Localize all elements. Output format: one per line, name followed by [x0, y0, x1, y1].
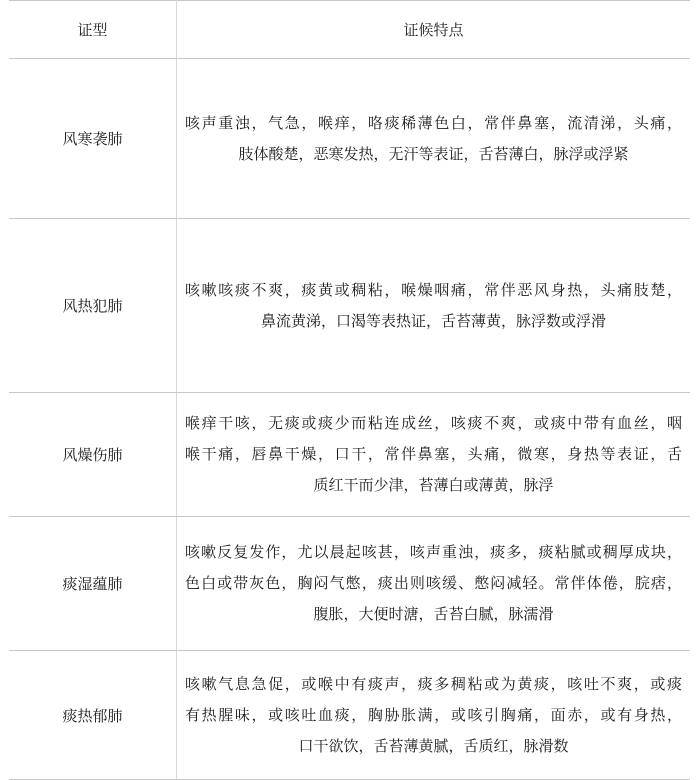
syndrome-features-cell: [177, 219, 691, 393]
table-row: [9, 219, 690, 393]
feature-line: 质红干而少津，苔薄白或薄黄，脉浮: [313, 476, 554, 494]
feature-line: 喉痒干咳，无痰或痰少而粘连成丝，咳痰不爽，或痰中带有血丝，咽: [185, 414, 682, 432]
table-row: [9, 393, 690, 517]
feature-line: 喉干痛，唇鼻干燥，口干，常伴鼻塞，头痛，微寒，身热等表证，舌: [185, 445, 682, 463]
feature-line: 鼻流黄涕，口渴等表热证，舌苔薄黄，脉浮数或浮滑: [260, 311, 606, 330]
table-row: [9, 59, 690, 219]
table-row: [9, 651, 690, 780]
feature-line: 有热腥味，或咳吐血痰，胸胁胀满，或咳引胸痛，面赤，或有身热，: [185, 705, 682, 724]
header-syndrome-type: 证型: [9, 1, 177, 59]
syndrome-type-cell: 风燥伤肺: [9, 393, 177, 517]
syndrome-features-cell: [177, 651, 691, 780]
syndrome-type-cell: 痰热郁肺: [9, 651, 177, 780]
feature-line: 口干欲饮，舌苔薄黄腻，舌质红，脉滑数: [298, 736, 569, 755]
syndrome-features-cell: [177, 393, 691, 517]
syndrome-features-cell: [177, 517, 691, 651]
syndrome-type-cell: 痰湿蕴肺: [9, 517, 177, 651]
feature-line: 色白或带灰色，胸闷气憋，痰出则咳缓、憋闷减轻。常伴体倦，脘痞，: [185, 574, 682, 592]
syndrome-features-cell: [177, 59, 691, 219]
table-row: [9, 517, 690, 651]
syndrome-table: [9, 0, 690, 780]
feature-line: 咳声重浊，气急，喉痒，咯痰稀薄色白，常伴鼻塞，流清涕，头痛，: [185, 113, 682, 132]
syndrome-type-cell: 风寒袭肺: [9, 59, 177, 219]
syndrome-type-cell: 风热犯肺: [9, 219, 177, 393]
feature-line: 腹胀，大便时溏，舌苔白腻，脉濡滑: [313, 605, 554, 623]
feature-line: 咳嗽反复发作，尤以晨起咳甚，咳声重浊，痰多，痰粘腻或稠厚成块，: [185, 543, 682, 561]
feature-line: 咳嗽咳痰不爽，痰黄或稠粘，喉燥咽痛，常伴恶风身热，头痛肢楚，: [185, 280, 682, 299]
header-syndrome-features: 证候特点: [177, 1, 691, 59]
table-header-row: [9, 1, 690, 59]
feature-line: 咳嗽气息急促，或喉中有痰声，痰多稠粘或为黄痰，咳吐不爽，或痰: [185, 674, 682, 693]
feature-line: 肢体酸楚，恶寒发热，无汗等表证，舌苔薄白，脉浮或浮紧: [238, 144, 629, 163]
